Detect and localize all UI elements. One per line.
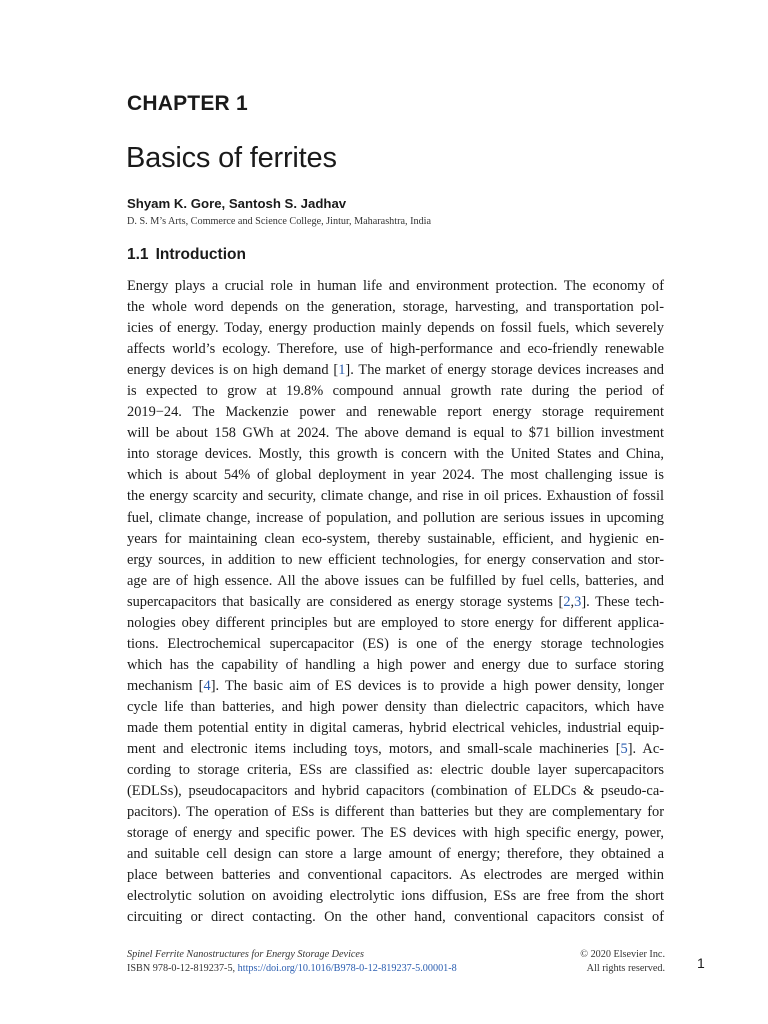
body-line [127,655,664,676]
body-text [127,276,664,928]
body-line [127,571,664,592]
body-line [127,486,664,507]
body-line [127,781,664,802]
body-text-run: ]. The market of energy storage devices increases and [345,362,664,379]
body-line [127,465,664,486]
body-line [127,865,664,886]
body-line [127,907,664,928]
body-text-run: which is about 54% of global deployment in year 2024. The most challenging issue is [127,467,664,484]
reference-link[interactable]: 1 [338,362,346,379]
body-text-run: will be about 158 GWh at 2024. The above demand is equal to $71 billion investment [127,425,664,442]
body-text-run: ]. Ac- [627,741,664,758]
body-line [127,444,664,465]
body-text-run: energy devices is on high demand [ [127,362,339,379]
authors: Shyam K. Gore, Santosh S. Jadhav [127,196,347,211]
book-title: Spinel Ferrite Nanostructures for Energy Storage Devices [127,949,364,960]
body-text-run: the whole word depends on the generation, storage, harvesting, and transportation pol- [127,299,664,316]
section-heading [127,246,246,264]
body-line [127,550,664,571]
body-line [127,718,664,739]
body-line [127,381,664,402]
isbn: ISBN 978-0-12-819237-5, [127,963,238,974]
body-line [127,402,664,423]
body-line [127,339,664,360]
body-line [127,697,664,718]
rights: All rights reserved. [586,963,665,974]
body-text-run: is expected to grow at 19.8% compound annual growth rate during the period of [127,383,664,400]
body-text-run: nologies obey different principles but are employed to store energy for different applica- [127,614,664,631]
body-text-run: ]. These tech- [581,593,664,610]
reference-link[interactable]: 5 [620,741,628,758]
body-text-run: cycle life than batteries, and high power density than dielectric capacitors, which have [127,698,664,715]
body-text-run: (EDLSs), pseudocapacitors and hybrid capacitors (combination of ELDCs & pseudo-ca- [127,783,664,800]
body-text-run: the energy scarcity and security, climate change, and rise in oil prices. Exhaustion of fossil [127,488,664,505]
body-text-run: affects world’s ecology. Therefore, use of high-performance and eco-friendly renewable [127,341,664,358]
body-text-run: and suitable cell design can store a large amount of energy; therefore, they obtained a [127,846,664,863]
body-line [127,634,664,655]
body-line [127,360,664,381]
body-text-run: fuel, climate change, increase of population, and pollution are serious issues in upcoming [127,509,664,526]
reference-link[interactable]: 4 [203,677,211,694]
body-text-run: supercapacitors that basically are considered as energy storage systems [ [127,593,564,610]
body-text-run: circuiting or direct contacting. On the other hand, conventional capacitors consist of [127,909,664,926]
body-line [127,318,664,339]
body-text-run: pacitors). The operation of ESs is different than batteries but they are complementary for [127,804,664,821]
body-text-run: place between batteries and conventional capacitors. As electrodes are merged within [127,867,664,884]
body-line [127,676,664,697]
body-text-run: storage of energy and specific power. The ES devices with high specific energy, power, [127,825,664,842]
chapter-title: Basics of ferrites [126,142,337,174]
chapter-label: CHAPTER 1 [127,92,248,115]
footer-copyright [580,948,665,976]
copyright: © 2020 Elsevier Inc. [580,949,665,960]
body-line [127,423,664,444]
section-number: 1.1 [127,246,149,263]
page-number: 1 [697,955,705,971]
body-text-run: ]. The basic aim of ES devices is to provide a high power density, longer [210,677,664,694]
body-line [127,592,664,613]
section-title: Introduction [155,246,246,263]
reference-link[interactable]: 3 [574,593,582,610]
body-text-run: which has the capability of handling a high power and energy due to surface storing [127,656,664,673]
affiliation: D. S. M’s Arts, Commerce and Science College, Jintur, Maharashtra, India [127,216,432,227]
footer-citation [127,948,457,976]
reference-link[interactable]: 2 [563,593,571,610]
body-text-run: electrolytic solution on avoiding electrolytic ions diffusion, ESs are free from the short [127,888,664,905]
body-text-run: tions. Electrochemical supercapacitor (ES) is one of the energy storage technologies [127,635,664,652]
body-line [127,508,664,529]
doi-link[interactable]: https://doi.org/10.1016/B978-0-12-819237-5.00001-8 [237,963,457,974]
body-line [127,802,664,823]
body-line [127,613,664,634]
body-text-run: made them potential entity in digital cameras, hybrid electrical vehicles, industrial equip- [127,719,664,736]
body-text-run: mechanism [ [127,677,204,694]
body-line [127,886,664,907]
body-line [127,529,664,550]
body-text-run: years for maintaining clean eco-system, thereby sustainable, efficient, and hygienic en- [127,530,664,547]
body-text-run: ergy sources, in addition to new efficient technologies, for energy conservation and stor- [127,551,664,568]
body-text-run: age are of high essence. All the above issues can be fulfilled by fuel cells, batteries, and [127,572,664,589]
isbn-line [127,962,457,976]
body-line [127,297,664,318]
body-text-run: , [570,593,575,610]
body-text-run: 2019−24. The Mackenzie power and renewable report energy storage requirement [127,404,664,421]
body-text-run: cording to storage criteria, ESs are classified as: electric double layer supercapacitors [127,762,664,779]
body-text-run: into storage devices. Mostly, this growth is concern with the United States and China, [127,446,664,463]
body-text-run: Energy plays a crucial role in human life and environment protection. The economy of [127,278,664,294]
body-line [127,844,664,865]
body-line [127,823,664,844]
body-line [127,739,664,760]
body-line [127,760,664,781]
body-text-run: ment and electronic items including toys, motors, and small-scale machineries [ [127,741,621,758]
body-line [127,276,664,297]
body-text-run: icies of energy. Today, energy production mainly depends on fossil fuels, which severely [127,320,664,337]
